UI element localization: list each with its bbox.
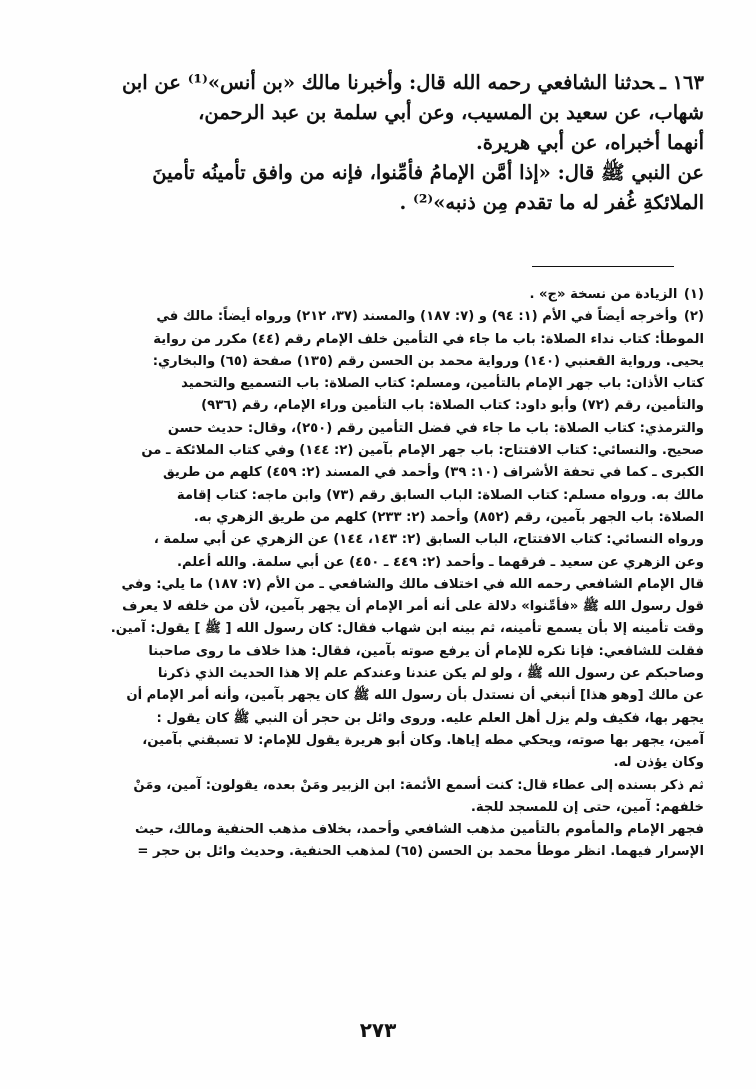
- footnote-line: وصاحبكم عن رسول الله ﷺ ، ولو لم يكن عندنا وعندكم علم إلا هذا الحديث الذي ذكرنا: [157, 666, 704, 682]
- page-number: ٢٧٣: [359, 1018, 397, 1042]
- footnote-line: ورواه النسائي: كتاب الافتتاح، الباب السابق (٢: ١٤٣، ١٤٤) عن الزهري عن أبي سلمة ،: [153, 532, 704, 548]
- footnote-line: عن مالك [وهو هذا] أنبغي أن نستدل بأن رسول الله ﷺ كان يجهر بآمين، وأنه أمر الإمام أن: [126, 688, 704, 704]
- footnote-line: كتاب الأذان: باب جهر الإمام بالتأمين، ومسلم: كتاب الصلاة: باب التسميع والتحميد: [181, 376, 704, 392]
- footnote-line: ثم ذكر بسنده إلى عطاء قال: كنت أسمع الأئمة: ابن الزبير ومَنْ بعده، يقولون: آمين، ومَنْ: [133, 777, 704, 793]
- hadith-text: [80, 68, 704, 218]
- footnote-separator: [532, 266, 674, 267]
- footnote-line: الصلاة: باب الجهر بآمين، رقم (٨٥٢) وأحمد (٢: ٢٣٣) كلهم من طريق الزهري به.: [193, 509, 704, 525]
- footnote-line: وكان يؤذن له.: [613, 755, 704, 771]
- footnote-number: (٢): [683, 309, 704, 325]
- footnote-line: قول رسول الله ﷺ «فأمِّنوا» دلالة على أنه أمر الإمام أن يجهر بآمين، لأن من خلفه لا يعرف: [122, 599, 704, 615]
- hadith-number: ١٦٣ ـ: [660, 71, 704, 94]
- footnote-line: فقلت للشافعي: فإنا نكره للإمام أن يرفع صوته بآمين، فقال: هذا خلاف ما روى صاحبنا: [148, 643, 704, 659]
- footnote-line: مالك به. ورواه مسلم: كتاب الصلاة: الباب السابق رقم (٧٣) وابن ماجه: كتاب إقامة: [176, 487, 704, 503]
- footnote-1: (١) الزيادة من نسخة «ج» .: [90, 284, 704, 306]
- hadith-line: عن النبي ﷺ قال: «إذا أمَّن الإمامُ فأمِّنوا، فإنه من وافق تأمينُه تأمينَ: [152, 161, 704, 184]
- hadith-line: شهاب، عن سعيد بن المسيب، وعن أبي سلمة بن عبد الرحمن،: [198, 101, 704, 124]
- footnote-line: وقت تأمينه إلا بأن يسمع تأمينه، ثم بينه ابن شهاب فقال: كان رسول الله [ ﷺ ] يقول: آمين.: [110, 621, 704, 637]
- footnote-line: والتأمين، رقم (٧٢) وأبو داود: كتاب الصلاة: باب التأمين وراء الإمام، رقم (٩٣٦): [201, 398, 704, 414]
- footnote-line: يحيى. ورواية القعنبي (١٤٠) ورواية محمد بن الحسن رقم (١٣٥) صفحة (٦٥) والبخاري:: [152, 353, 704, 369]
- footnote-number: (١): [683, 287, 704, 302]
- footnote-line: الموطأ: كتاب نداء الصلاة: باب ما جاء في التأمين خلف الإمام رقم (٤٤) مكرر من رواية: [153, 331, 704, 347]
- footnote-2: [90, 306, 704, 863]
- footnote-line: خلفهم: آمين، حتى إن للمسجد للجة.: [470, 799, 704, 815]
- hadith-line: الملائكةِ غُفر له ما تقدم مِن ذنبه»⁽²⁾ .: [399, 191, 704, 214]
- footnotes: [90, 284, 704, 864]
- footnote-line: الإسرار فيهما. انظر موطأ محمد بن الحسن (٦٥) لمذهب الحنفية. وحديث وائل بن حجر =: [137, 844, 704, 860]
- hadith-line: أنهما أخبراه، عن أبي هريرة.: [475, 131, 704, 154]
- footnote-line: الكبرى ـ كما في تحفة الأشراف (١٠: ٣٩) وأحمد في المسند (٢: ٤٥٩) كلهم من طريق: [162, 465, 704, 481]
- footnote-line: يجهر بها، فكيف ولم يزل أهل العلم عليه. وروى وائل بن حجر أن النبي ﷺ كان يقول :: [156, 710, 704, 726]
- hadith-line: ١٦٣ ـحدثنا الشافعي رحمه الله قال: وأخبرنا مالك «بن أنس»⁽¹⁾ عن ابن: [121, 71, 704, 94]
- footnote-line: والترمذي: كتاب الصلاة: باب ما جاء في فضل التأمين رقم (٢٥٠)، وقال: حديث حسن: [167, 420, 704, 436]
- footnote-line: قال الإمام الشافعي رحمه الله في اختلاف مالك والشافعي ـ من الأم (٧: ١٨٧) ما يلي: وفي: [121, 576, 704, 592]
- footnote-line: (٢) وأخرجه أيضاً في الأم (١: ٩٤) و (٧: ١٨٧) والمسند (٣٧، ٢١٢) ورواه أيضاً: مالك في: [90, 306, 704, 328]
- footnote-line: وعن الزهري عن سعيد ـ فرقهما ـ وأحمد (٢: ٤٤٩ ـ ٤٥٠) عن أبي سلمة. والله أعلم.: [176, 554, 704, 570]
- footnote-line: فجهر الإمام والمأموم بالتأمين مذهب الشافعي وأحمد، بخلاف مذهب الحنفية ومالك، حيث: [135, 822, 704, 838]
- footnote-line: صحيح. والنسائي: كتاب الافتتاح: باب جهر الإمام بآمين (٢: ١٤٤) وفي كتاب الملائكة ـ من: [141, 443, 704, 459]
- footnote-line: آمين، يجهر بها صوته، ويحكي مطه إياها. وكان أبو هريرة يقول للإمام: لا تسبقني بآمين،: [142, 732, 704, 748]
